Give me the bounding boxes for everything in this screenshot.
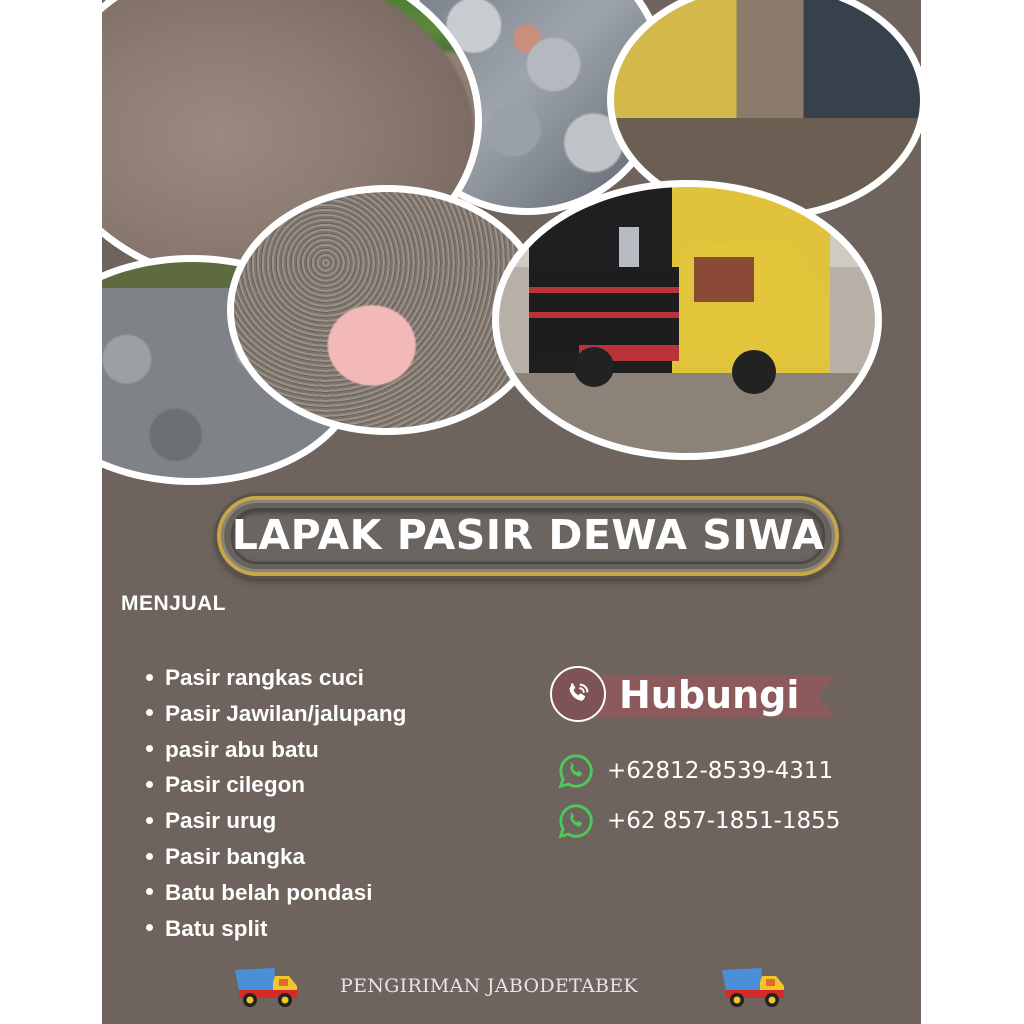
bullet-icon (146, 745, 153, 752)
list-item: Pasir Jawilan/jalupang (146, 696, 406, 732)
phone-call-icon (550, 666, 606, 722)
phone-number: +62 857-1851-1855 (607, 808, 841, 834)
products-heading: MENJUAL (121, 592, 227, 615)
list-item: Batu belah pondasi (146, 875, 406, 911)
bullet-icon (146, 888, 153, 895)
list-item: Pasir rangkas cuci (146, 660, 406, 696)
photo-dump-truck (492, 180, 882, 460)
contact-heading: Hubungi (619, 673, 800, 717)
list-item: Batu split (146, 911, 406, 947)
product-list (146, 660, 406, 946)
poster (102, 0, 921, 1024)
title-plaque (217, 496, 839, 576)
list-item: Pasir cilegon (146, 767, 406, 803)
bullet-icon (146, 674, 153, 681)
bullet-icon (146, 853, 153, 860)
bullet-icon (146, 709, 153, 716)
phone-number: +62812-8539-4311 (607, 758, 834, 784)
whatsapp-icon (557, 802, 595, 840)
dump-truck-illustration (499, 187, 875, 453)
whatsapp-icon (557, 752, 595, 790)
toy-dump-truck-icon (233, 964, 303, 1010)
delivery-note: PENGIRIMAN JABODETABEK (340, 975, 638, 997)
phone-contact-1[interactable] (557, 752, 833, 790)
page-title: LAPAK PASIR DEWA SIWA (231, 511, 825, 559)
list-item: Pasir urug (146, 803, 406, 839)
bullet-icon (146, 781, 153, 788)
list-item: pasir abu batu (146, 732, 406, 768)
phone-contact-2[interactable] (557, 802, 840, 840)
toy-dump-truck-icon (720, 964, 790, 1010)
bullet-icon (146, 924, 153, 931)
bullet-icon (146, 817, 153, 824)
list-item: Pasir bangka (146, 839, 406, 875)
